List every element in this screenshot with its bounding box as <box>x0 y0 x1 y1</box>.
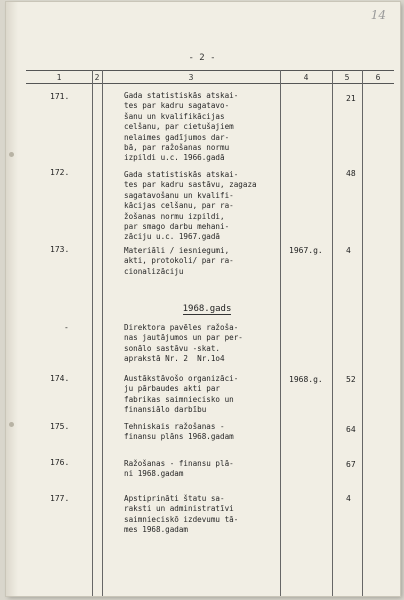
entry-title: Apstiprināti štatu sa- raksti un administratīvi saimnieciskō izdevumu tā- mes 1968.gadam <box>124 494 239 535</box>
column-divider <box>332 70 333 596</box>
entry-title: Gada statistiskās atskai- tes par kadru sastāvu, zagaza sagatavošanu un kvalifi- kācijas celšanu, par ra- žošanas normu izpildi, par smago darbu mehani- zāciju u.c. 1967.gadā <box>124 170 257 242</box>
page-count: 64 <box>346 425 356 434</box>
archive-inventory-page <box>6 2 400 596</box>
page-count: 4 <box>346 494 351 503</box>
entry-date: 1968.g. <box>289 375 323 384</box>
entry-number: 177. <box>50 494 70 503</box>
column-header: 4 <box>303 73 309 82</box>
entry-title: Direktora pavēles ražoša- nas jautājumos un par per- sonālo sastāvu -skat. aprakstā Nr. 2 Nr.1o4 <box>124 323 243 364</box>
column-header: 2 <box>94 73 100 82</box>
binding-edge <box>6 2 18 596</box>
page-count: 48 <box>346 169 356 178</box>
entry-number: - <box>64 323 69 332</box>
entry-date: 1967.g. <box>289 246 323 255</box>
punch-hole <box>9 152 14 157</box>
entry-number: 171. <box>50 92 70 101</box>
entry-number: 176. <box>50 458 70 467</box>
entry-number: 172. <box>50 168 70 177</box>
entry-title: Austākstāvošo organizāci- ju pārbaudes akti par fabrikas saimniecisko un finansiālo darbību <box>124 374 239 415</box>
punch-hole <box>9 422 14 427</box>
page-count: 67 <box>346 460 356 469</box>
column-header: 3 <box>188 73 194 82</box>
page-count: 21 <box>346 94 356 103</box>
page-number: - 2 - <box>188 53 216 63</box>
header-bottom-rule <box>26 83 394 84</box>
entry-number: 175. <box>50 422 70 431</box>
column-header: 6 <box>375 73 381 82</box>
page-count: 52 <box>346 375 356 384</box>
entry-title: Materiāli / iesniegumi, akti, protokoli/ par ra- cionalizāciju <box>124 246 234 276</box>
entry-title: Gada statistiskās atskai- tes par kadru sagatavo- šanu un kvalifikācijas celšanu, par cietušajiem nelaimes gadījumos dar- bā, par ražošanas normu izpildi u.c. 1966.gadā <box>124 91 239 163</box>
column-header: 5 <box>344 73 350 82</box>
folio-number: 14 <box>370 8 386 22</box>
entry-number: 173. <box>50 245 70 254</box>
column-divider <box>362 70 363 596</box>
column-header: 1 <box>56 73 62 82</box>
column-divider <box>102 70 103 596</box>
column-divider <box>92 70 93 596</box>
entry-title: Tehniskais ražošanas - finansu plāns 1968.gadam <box>124 422 234 442</box>
table-top-rule <box>26 70 394 71</box>
section-heading: 1968.gads <box>182 304 232 314</box>
entry-title: Ražošanas - finansu plā- ni 1968.gadam <box>124 459 234 479</box>
entry-number: 174. <box>50 374 70 383</box>
page-count: 4 <box>346 246 351 255</box>
